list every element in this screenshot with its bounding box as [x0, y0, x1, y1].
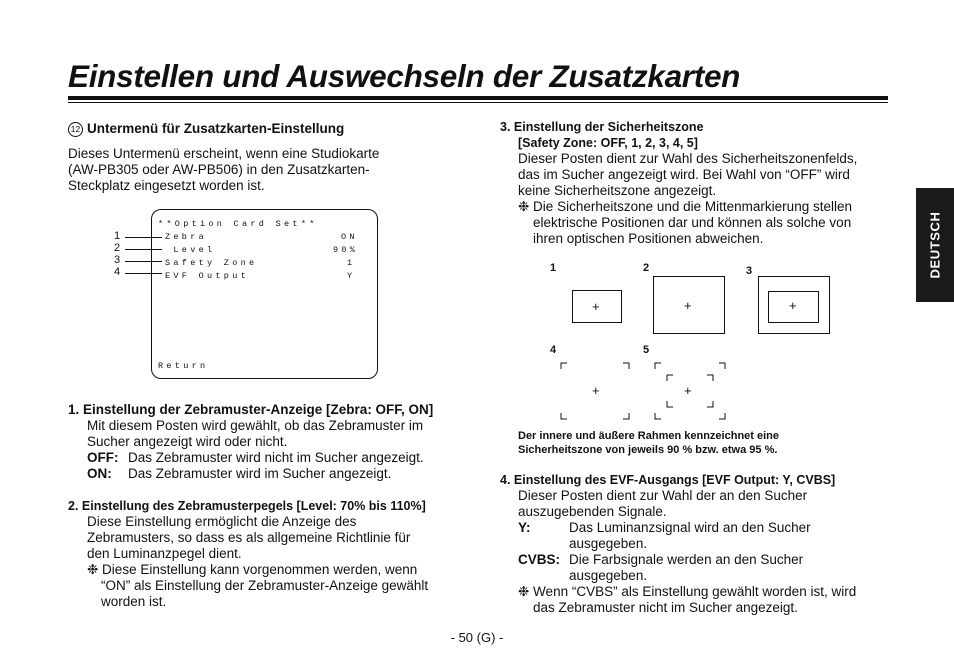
zone-label: 1 [550, 262, 557, 274]
section-intro-2: (AW-PB305 oder AW-PB506) in den Zusatzkarten- [68, 162, 370, 177]
callout-leader-line [125, 261, 162, 262]
zone-label: 5 [643, 344, 650, 356]
item3-line: ❉ Die Sicherheitszone und die Mittenmarkierung stellen [518, 199, 852, 214]
corner-mark [707, 401, 713, 407]
menu-row-label: EVF Output [165, 271, 250, 281]
center-marker-icon: + [592, 383, 600, 398]
page-title: Einstellen und Auswechseln der Zusatzkarten [68, 58, 741, 94]
item3-line: Dieser Posten dient zur Wahl des Sicherheitszonenfelds, [518, 151, 858, 166]
title-rule-thick [68, 96, 888, 100]
corner-mark [667, 375, 673, 381]
item1-off-key: OFF: [87, 450, 119, 465]
menu-row-value: 90% [333, 245, 359, 255]
callout-leader-line [125, 249, 162, 250]
menu-row-label: Level [165, 245, 216, 255]
corner-mark [655, 413, 661, 419]
diagram-caption: Sicherheitszone von jeweils 90 % bzw. etwa 95 %. [518, 444, 778, 456]
item1-heading: 1. Einstellung der Zebramuster-Anzeige [Zebra: OFF, ON] [68, 402, 434, 417]
item1-line: Mit diesem Posten wird gewählt, ob das Zebramuster im [87, 418, 424, 433]
callout-number: 2 [114, 242, 121, 254]
item3-line: das im Sucher angezeigt wird. Bei Wahl von “OFF” wird [518, 167, 850, 182]
section-intro-1: Dieses Untermenü erscheint, wenn eine Studiokarte [68, 146, 380, 161]
item2-heading: 2. Einstellung des Zebramusterpegels [Level: 70% bis 110%] [68, 499, 426, 513]
item4-cvbs-key: CVBS: [518, 552, 561, 567]
item2-line: worden ist. [101, 594, 167, 609]
section-intro-3: Steckplatz eingesetzt worden ist. [68, 178, 265, 193]
corner-mark [707, 375, 713, 381]
zone-label: 4 [550, 344, 557, 356]
item2-line: Zebramusters, so dass es als allgemeine Richtlinie für [87, 530, 411, 545]
section-heading [68, 121, 344, 137]
item2-line: ❉ Diese Einstellung kann vorgenommen werden, wenn [87, 562, 418, 577]
menu-row-label: Safety Zone [165, 258, 258, 268]
circled-number-icon: 12 [68, 122, 83, 137]
menu-header: **Option Card Set** [158, 219, 318, 229]
corner-mark [623, 363, 629, 369]
menu-row-label: Zebra [165, 232, 208, 242]
callout-number: 1 [114, 230, 121, 242]
center-marker-icon: + [789, 298, 797, 313]
corner-mark [719, 363, 725, 369]
side-tab-label: DEUTSCH [927, 211, 943, 279]
menu-footer: Return [158, 361, 209, 371]
item4-note: das Zebramuster nicht im Sucher angezeigt. [533, 600, 798, 615]
item2-line: “ON” als Einstellung der Zebramuster-Anzeige gewählt [101, 578, 429, 593]
callout-number: 3 [114, 254, 121, 266]
callout-leader-line [125, 237, 162, 238]
section-heading-text: Untermenü für Zusatzkarten-Einstellung [87, 121, 345, 136]
title-rule-thin [68, 102, 888, 103]
corner-mark [561, 413, 567, 419]
center-marker-icon: + [684, 383, 692, 398]
corner-mark [561, 363, 567, 369]
corner-mark [655, 363, 661, 369]
menu-row-value: Y [347, 271, 356, 281]
item1-on-key: ON: [87, 466, 112, 481]
item1-on-text: Das Zebramuster wird im Sucher angezeigt. [128, 466, 392, 481]
item3-line: ihren optischen Positionen abweichen. [533, 231, 764, 246]
callout-number: 4 [114, 266, 121, 278]
item4-note: ❉ Wenn “CVBS” als Einstellung gewählt worden ist, wird [518, 584, 857, 599]
page-number: - 50 (G) - [450, 630, 504, 645]
menu-row-value: 1 [347, 258, 356, 268]
item4-y-key: Y: [518, 520, 531, 535]
item1-line: Sucher angezeigt wird oder nicht. [87, 434, 288, 449]
item4-line: Dieser Posten dient zur Wahl der an den Sucher [518, 488, 808, 503]
item4-cvbs-text: ausgegeben. [569, 568, 648, 583]
callout-leader-line [125, 273, 162, 274]
menu-row-value: ON [341, 232, 358, 242]
item3-heading: 3. Einstellung der Sicherheitszone [500, 120, 704, 134]
item3-line: keine Sicherheitszone angezeigt. [518, 183, 717, 198]
zone-label: 2 [643, 262, 650, 274]
item4-cvbs-text: Die Farbsignale werden an den Sucher [569, 552, 804, 567]
center-marker-icon: + [592, 299, 600, 314]
item4-y-text: ausgegeben. [569, 536, 648, 551]
item1-off-text: Das Zebramuster wird nicht im Sucher angezeigt. [128, 450, 424, 465]
corner-mark [623, 413, 629, 419]
item4-line: auszugebenden Signale. [518, 504, 667, 519]
corner-mark [719, 413, 725, 419]
corner-mark [667, 401, 673, 407]
item4-heading: 4. Einstellung des EVF-Ausgangs [EVF Output: Y, CVBS] [500, 473, 836, 487]
language-side-tab [916, 188, 954, 302]
zone-label: 3 [746, 265, 753, 277]
item3-line: elektrische Positionen dar und können als solche von [533, 215, 852, 230]
item3-heading: [Safety Zone: OFF, 1, 2, 3, 4, 5] [518, 136, 698, 150]
diagram-caption: Der innere und äußere Rahmen kennzeichnet eine [518, 430, 780, 442]
item4-y-text: Das Luminanzsignal wird an den Sucher [569, 520, 811, 535]
item2-line: Diese Einstellung ermöglicht die Anzeige des [87, 514, 357, 529]
center-marker-icon: + [684, 298, 692, 313]
item2-line: den Luminanzpegel dient. [87, 546, 242, 561]
